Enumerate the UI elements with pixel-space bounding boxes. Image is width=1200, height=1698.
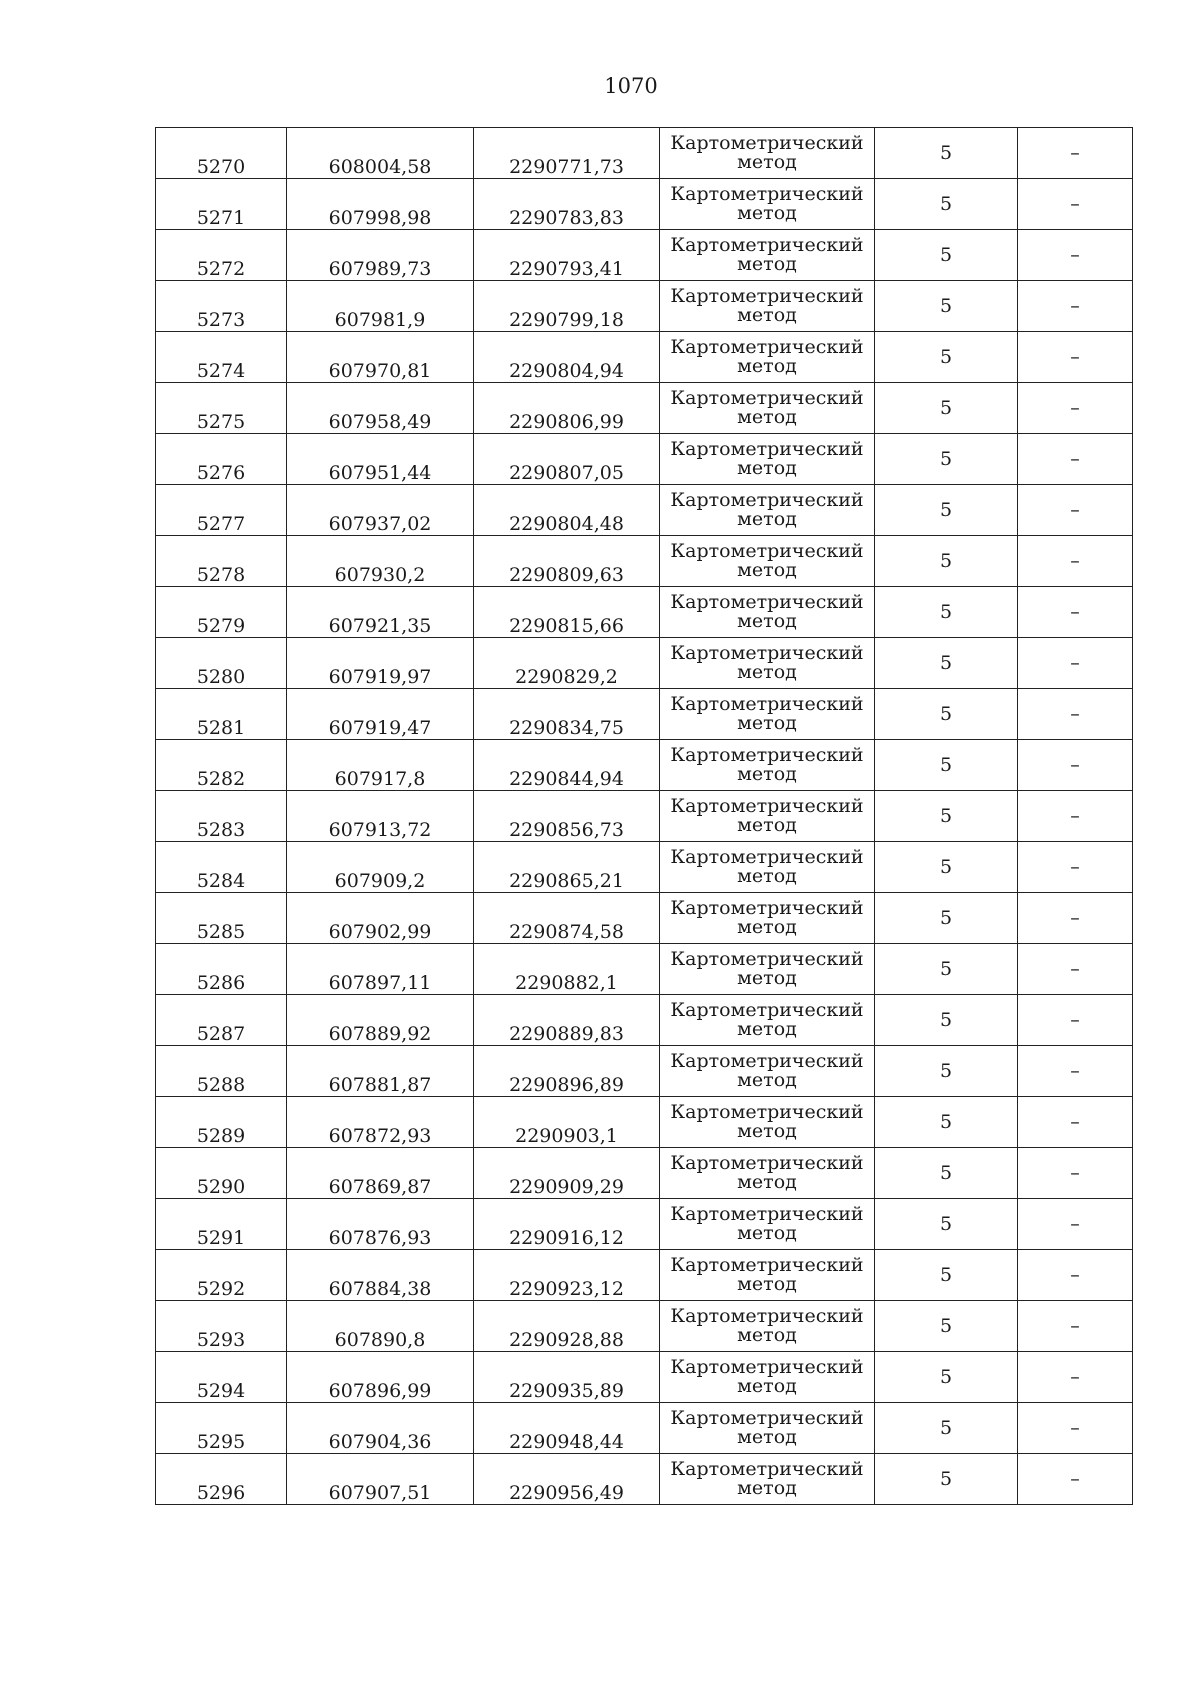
method-cell <box>660 740 875 791</box>
y-coordinate-cell: 2290806,99 <box>474 383 660 434</box>
method-line-2: метод <box>737 202 797 224</box>
method-cell <box>660 230 875 281</box>
note-cell: – <box>1018 638 1133 689</box>
method-line-2: метод <box>737 712 797 734</box>
accuracy-cell: 5 <box>875 842 1018 893</box>
x-coordinate-cell: 607890,8 <box>287 1301 474 1352</box>
accuracy-cell: 5 <box>875 1301 1018 1352</box>
method-line-1: Картометрический <box>670 1458 864 1480</box>
method-cell <box>660 281 875 332</box>
note-cell: – <box>1018 1403 1133 1454</box>
y-coordinate-cell: 2290874,58 <box>474 893 660 944</box>
table-row <box>156 536 1133 587</box>
y-coordinate-cell: 2290956,49 <box>474 1454 660 1505</box>
y-coordinate-cell: 2290896,89 <box>474 1046 660 1097</box>
table-row <box>156 1199 1133 1250</box>
note-cell: – <box>1018 383 1133 434</box>
method-line-1: Картометрический <box>670 285 864 307</box>
note-cell: – <box>1018 1250 1133 1301</box>
method-line-1: Картометрический <box>670 999 864 1021</box>
y-coordinate-cell: 2290807,05 <box>474 434 660 485</box>
x-coordinate-cell: 607917,8 <box>287 740 474 791</box>
method-line-2: метод <box>737 1426 797 1448</box>
y-coordinate-cell: 2290844,94 <box>474 740 660 791</box>
point-number-cell: 5276 <box>156 434 287 485</box>
y-coordinate-cell: 2290923,12 <box>474 1250 660 1301</box>
method-line-1: Картометрический <box>670 1101 864 1123</box>
point-number-cell: 5295 <box>156 1403 287 1454</box>
method-line-1: Картометрический <box>670 744 864 766</box>
note-cell: – <box>1018 740 1133 791</box>
table-row <box>156 842 1133 893</box>
accuracy-cell: 5 <box>875 1352 1018 1403</box>
method-line-1: Картометрический <box>670 387 864 409</box>
accuracy-cell: 5 <box>875 638 1018 689</box>
method-cell <box>660 944 875 995</box>
point-number-cell: 5282 <box>156 740 287 791</box>
method-line-1: Картометрический <box>670 1152 864 1174</box>
table-row <box>156 638 1133 689</box>
method-line-1: Картометрический <box>670 795 864 817</box>
method-line-2: метод <box>737 457 797 479</box>
method-cell <box>660 1148 875 1199</box>
method-line-1: Картометрический <box>670 591 864 613</box>
table-row <box>156 1250 1133 1301</box>
accuracy-cell: 5 <box>875 587 1018 638</box>
table-row <box>156 383 1133 434</box>
method-cell <box>660 1301 875 1352</box>
y-coordinate-cell: 2290804,94 <box>474 332 660 383</box>
x-coordinate-cell: 607907,51 <box>287 1454 474 1505</box>
point-number-cell: 5293 <box>156 1301 287 1352</box>
x-coordinate-cell: 607919,47 <box>287 689 474 740</box>
accuracy-cell: 5 <box>875 230 1018 281</box>
note-cell: – <box>1018 995 1133 1046</box>
accuracy-cell: 5 <box>875 1454 1018 1505</box>
point-number-cell: 5275 <box>156 383 287 434</box>
point-number-cell: 5286 <box>156 944 287 995</box>
note-cell: – <box>1018 1454 1133 1505</box>
y-coordinate-cell: 2290834,75 <box>474 689 660 740</box>
note-cell: – <box>1018 587 1133 638</box>
x-coordinate-cell: 608004,58 <box>287 128 474 179</box>
point-number-cell: 5284 <box>156 842 287 893</box>
method-line-2: метод <box>737 916 797 938</box>
method-line-1: Картометрический <box>670 897 864 919</box>
note-cell: – <box>1018 689 1133 740</box>
point-number-cell: 5277 <box>156 485 287 536</box>
method-cell <box>660 1250 875 1301</box>
method-cell <box>660 1097 875 1148</box>
point-number-cell: 5270 <box>156 128 287 179</box>
note-cell: – <box>1018 434 1133 485</box>
method-line-1: Картометрический <box>670 642 864 664</box>
note-cell: – <box>1018 281 1133 332</box>
x-coordinate-cell: 607930,2 <box>287 536 474 587</box>
note-cell: – <box>1018 230 1133 281</box>
note-cell: – <box>1018 536 1133 587</box>
accuracy-cell: 5 <box>875 944 1018 995</box>
x-coordinate-cell: 607869,87 <box>287 1148 474 1199</box>
x-coordinate-cell: 607884,38 <box>287 1250 474 1301</box>
method-line-2: метод <box>737 355 797 377</box>
table-row <box>156 740 1133 791</box>
method-line-2: метод <box>737 763 797 785</box>
point-number-cell: 5289 <box>156 1097 287 1148</box>
y-coordinate-cell: 2290935,89 <box>474 1352 660 1403</box>
method-cell <box>660 1454 875 1505</box>
method-line-2: метод <box>737 1069 797 1091</box>
method-line-2: метод <box>737 661 797 683</box>
note-cell: – <box>1018 179 1133 230</box>
accuracy-cell: 5 <box>875 1046 1018 1097</box>
method-line-1: Картометрический <box>670 183 864 205</box>
x-coordinate-cell: 607970,81 <box>287 332 474 383</box>
method-line-2: метод <box>737 865 797 887</box>
x-coordinate-cell: 607902,99 <box>287 893 474 944</box>
note-cell: – <box>1018 944 1133 995</box>
note-cell: – <box>1018 128 1133 179</box>
table-row <box>156 689 1133 740</box>
table-row <box>156 332 1133 383</box>
method-line-2: метод <box>737 151 797 173</box>
method-line-1: Картометрический <box>670 1203 864 1225</box>
accuracy-cell: 5 <box>875 434 1018 485</box>
method-cell <box>660 995 875 1046</box>
table-row <box>156 587 1133 638</box>
method-line-1: Картометрический <box>670 438 864 460</box>
y-coordinate-cell: 2290783,83 <box>474 179 660 230</box>
table-row <box>156 893 1133 944</box>
method-line-2: метод <box>737 1375 797 1397</box>
method-line-2: метод <box>737 1171 797 1193</box>
y-coordinate-cell: 2290815,66 <box>474 587 660 638</box>
method-line-1: Картометрический <box>670 846 864 868</box>
method-line-1: Картометрический <box>670 693 864 715</box>
table-row <box>156 944 1133 995</box>
point-number-cell: 5288 <box>156 1046 287 1097</box>
accuracy-cell: 5 <box>875 1403 1018 1454</box>
point-number-cell: 5273 <box>156 281 287 332</box>
y-coordinate-cell: 2290771,73 <box>474 128 660 179</box>
point-number-cell: 5287 <box>156 995 287 1046</box>
note-cell: – <box>1018 485 1133 536</box>
method-line-1: Картометрический <box>670 336 864 358</box>
x-coordinate-cell: 607881,87 <box>287 1046 474 1097</box>
method-cell <box>660 1403 875 1454</box>
point-number-cell: 5296 <box>156 1454 287 1505</box>
accuracy-cell: 5 <box>875 1250 1018 1301</box>
point-number-cell: 5292 <box>156 1250 287 1301</box>
note-cell: – <box>1018 893 1133 944</box>
method-cell <box>660 842 875 893</box>
table-row <box>156 1148 1133 1199</box>
point-number-cell: 5291 <box>156 1199 287 1250</box>
note-cell: – <box>1018 1046 1133 1097</box>
method-cell <box>660 893 875 944</box>
table-row <box>156 179 1133 230</box>
note-cell: – <box>1018 1148 1133 1199</box>
point-number-cell: 5272 <box>156 230 287 281</box>
table-row <box>156 1301 1133 1352</box>
x-coordinate-cell: 607913,72 <box>287 791 474 842</box>
table-row <box>156 791 1133 842</box>
x-coordinate-cell: 607951,44 <box>287 434 474 485</box>
method-line-2: метод <box>737 508 797 530</box>
point-number-cell: 5290 <box>156 1148 287 1199</box>
accuracy-cell: 5 <box>875 128 1018 179</box>
table-row <box>156 995 1133 1046</box>
point-number-cell: 5294 <box>156 1352 287 1403</box>
accuracy-cell: 5 <box>875 689 1018 740</box>
x-coordinate-cell: 607897,11 <box>287 944 474 995</box>
method-cell <box>660 179 875 230</box>
method-cell <box>660 536 875 587</box>
note-cell: – <box>1018 842 1133 893</box>
table-row <box>156 1097 1133 1148</box>
accuracy-cell: 5 <box>875 1148 1018 1199</box>
y-coordinate-cell: 2290903,1 <box>474 1097 660 1148</box>
accuracy-cell: 5 <box>875 536 1018 587</box>
table-row <box>156 230 1133 281</box>
x-coordinate-cell: 607909,2 <box>287 842 474 893</box>
note-cell: – <box>1018 1097 1133 1148</box>
method-line-2: метод <box>737 1018 797 1040</box>
point-number-cell: 5285 <box>156 893 287 944</box>
accuracy-cell: 5 <box>875 893 1018 944</box>
accuracy-cell: 5 <box>875 383 1018 434</box>
method-line-2: метод <box>737 814 797 836</box>
point-number-cell: 5281 <box>156 689 287 740</box>
table-row <box>156 128 1133 179</box>
accuracy-cell: 5 <box>875 1097 1018 1148</box>
table-row <box>156 1403 1133 1454</box>
method-line-2: метод <box>737 967 797 989</box>
point-number-cell: 5283 <box>156 791 287 842</box>
x-coordinate-cell: 607872,93 <box>287 1097 474 1148</box>
method-cell <box>660 587 875 638</box>
method-cell <box>660 485 875 536</box>
y-coordinate-cell: 2290793,41 <box>474 230 660 281</box>
method-cell <box>660 689 875 740</box>
method-cell <box>660 638 875 689</box>
table-row <box>156 434 1133 485</box>
table-row <box>156 281 1133 332</box>
table-body <box>156 128 1133 1505</box>
point-number-cell: 5278 <box>156 536 287 587</box>
method-cell <box>660 128 875 179</box>
x-coordinate-cell: 607919,97 <box>287 638 474 689</box>
method-line-2: метод <box>737 1324 797 1346</box>
method-line-1: Картометрический <box>670 489 864 511</box>
method-cell <box>660 1199 875 1250</box>
y-coordinate-cell: 2290799,18 <box>474 281 660 332</box>
method-line-1: Картометрический <box>670 948 864 970</box>
y-coordinate-cell: 2290865,21 <box>474 842 660 893</box>
method-cell <box>660 1046 875 1097</box>
x-coordinate-cell: 607904,36 <box>287 1403 474 1454</box>
x-coordinate-cell: 607896,99 <box>287 1352 474 1403</box>
note-cell: – <box>1018 791 1133 842</box>
y-coordinate-cell: 2290829,2 <box>474 638 660 689</box>
y-coordinate-cell: 2290909,29 <box>474 1148 660 1199</box>
page-number: 1070 <box>604 74 658 98</box>
x-coordinate-cell: 607937,02 <box>287 485 474 536</box>
method-line-1: Картометрический <box>670 1305 864 1327</box>
accuracy-cell: 5 <box>875 1199 1018 1250</box>
x-coordinate-cell: 607876,93 <box>287 1199 474 1250</box>
note-cell: – <box>1018 332 1133 383</box>
x-coordinate-cell: 607998,98 <box>287 179 474 230</box>
method-line-2: метод <box>737 1120 797 1142</box>
method-line-1: Картометрический <box>670 1356 864 1378</box>
method-line-1: Картометрический <box>670 132 864 154</box>
table-row <box>156 1046 1133 1097</box>
y-coordinate-cell: 2290928,88 <box>474 1301 660 1352</box>
note-cell: – <box>1018 1199 1133 1250</box>
method-line-2: метод <box>737 1273 797 1295</box>
table-row <box>156 1352 1133 1403</box>
note-cell: – <box>1018 1352 1133 1403</box>
accuracy-cell: 5 <box>875 281 1018 332</box>
x-coordinate-cell: 607889,92 <box>287 995 474 1046</box>
accuracy-cell: 5 <box>875 995 1018 1046</box>
method-line-1: Картометрический <box>670 234 864 256</box>
accuracy-cell: 5 <box>875 740 1018 791</box>
method-cell <box>660 791 875 842</box>
y-coordinate-cell: 2290916,12 <box>474 1199 660 1250</box>
point-number-cell: 5271 <box>156 179 287 230</box>
method-cell <box>660 1352 875 1403</box>
accuracy-cell: 5 <box>875 179 1018 230</box>
method-line-2: метод <box>737 304 797 326</box>
coordinates-table <box>155 127 1133 1505</box>
method-line-1: Картометрический <box>670 540 864 562</box>
method-line-2: метод <box>737 1477 797 1499</box>
x-coordinate-cell: 607921,35 <box>287 587 474 638</box>
table-row <box>156 485 1133 536</box>
method-line-1: Картометрический <box>670 1254 864 1276</box>
method-cell <box>660 332 875 383</box>
method-line-2: метод <box>737 1222 797 1244</box>
method-line-2: метод <box>737 253 797 275</box>
x-coordinate-cell: 607981,9 <box>287 281 474 332</box>
y-coordinate-cell: 2290889,83 <box>474 995 660 1046</box>
point-number-cell: 5279 <box>156 587 287 638</box>
y-coordinate-cell: 2290809,63 <box>474 536 660 587</box>
accuracy-cell: 5 <box>875 791 1018 842</box>
y-coordinate-cell: 2290948,44 <box>474 1403 660 1454</box>
note-cell: – <box>1018 1301 1133 1352</box>
table-row <box>156 1454 1133 1505</box>
method-line-2: метод <box>737 406 797 428</box>
y-coordinate-cell: 2290804,48 <box>474 485 660 536</box>
point-number-cell: 5274 <box>156 332 287 383</box>
y-coordinate-cell: 2290882,1 <box>474 944 660 995</box>
x-coordinate-cell: 607989,73 <box>287 230 474 281</box>
method-cell <box>660 383 875 434</box>
method-line-2: метод <box>737 559 797 581</box>
method-line-1: Картометрический <box>670 1050 864 1072</box>
x-coordinate-cell: 607958,49 <box>287 383 474 434</box>
accuracy-cell: 5 <box>875 332 1018 383</box>
method-line-1: Картометрический <box>670 1407 864 1429</box>
accuracy-cell: 5 <box>875 485 1018 536</box>
y-coordinate-cell: 2290856,73 <box>474 791 660 842</box>
method-line-2: метод <box>737 610 797 632</box>
point-number-cell: 5280 <box>156 638 287 689</box>
method-cell <box>660 434 875 485</box>
